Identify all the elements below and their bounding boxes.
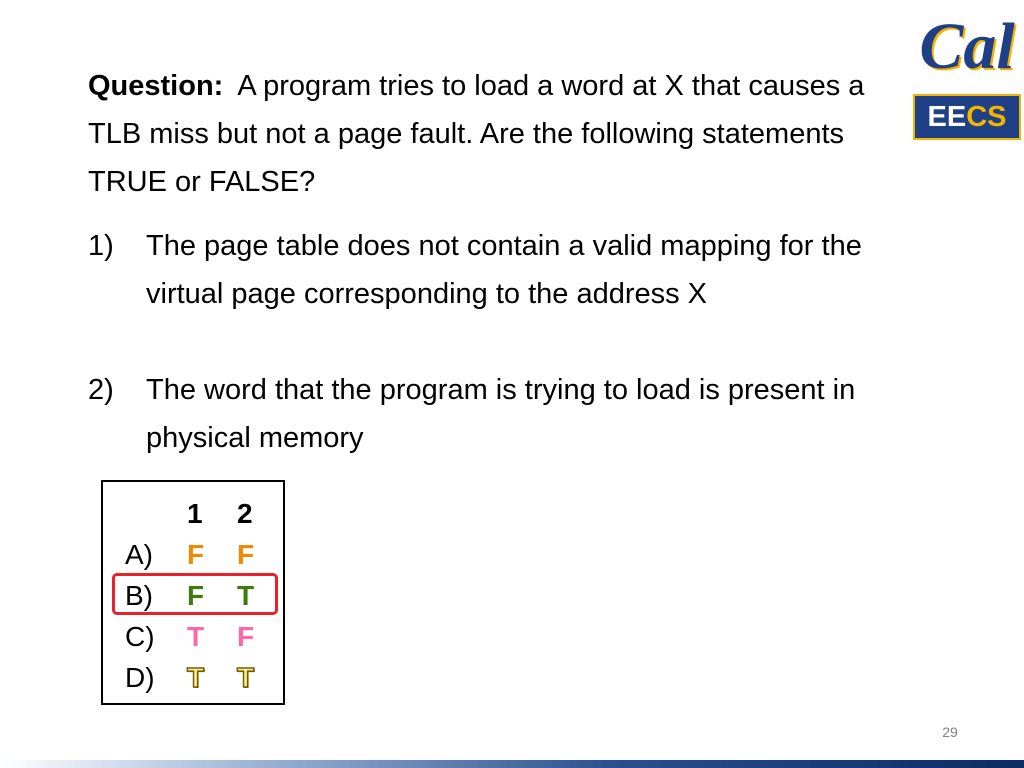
statement-1 (88, 222, 888, 372)
option-a-label: A) (125, 539, 153, 570)
option-b-value-1: F (187, 580, 205, 611)
option-c-value-2: F (237, 621, 255, 652)
cal-logo-text: Cal (919, 10, 1015, 83)
question-label: Question: (88, 70, 224, 102)
eecs-logo-badge (913, 94, 1021, 140)
option-d-label: D) (125, 662, 155, 693)
column-header-2: 2 (237, 498, 253, 529)
question-block (88, 62, 878, 206)
cal-eecs-logo (913, 2, 1021, 140)
statement-number: 1) (88, 230, 114, 262)
statement-2 (88, 366, 888, 466)
statement-text: The page table does not contain a valid mapping for the virtual page corresponding to the address X (146, 230, 862, 310)
statement-number: 2) (88, 374, 114, 406)
option-d-value-1: T (187, 662, 205, 693)
option-a-value-1: F (187, 539, 205, 570)
option-b-label: B) (125, 580, 153, 611)
option-c-value-1: T (187, 621, 205, 652)
statement-text: The word that the program is trying to load is present in physical memory (146, 374, 856, 454)
eecs-logo-cs: CS (966, 101, 1007, 133)
question-text: A program tries to load a word at X that causes a TLB miss but not a page fault. Are the following statements TRUE or FALSE? (88, 70, 865, 198)
page-number: 29 (942, 724, 958, 740)
eecs-logo-ee: EE (927, 101, 967, 133)
answer-highlight-box (112, 573, 278, 615)
option-a-value-2: F (237, 539, 255, 570)
column-header-1: 1 (187, 498, 203, 529)
option-d-value-2: T (237, 662, 255, 693)
option-c-label: C) (125, 621, 155, 652)
bottom-gradient-bar (0, 760, 1024, 768)
option-b-value-2: T (237, 580, 255, 611)
